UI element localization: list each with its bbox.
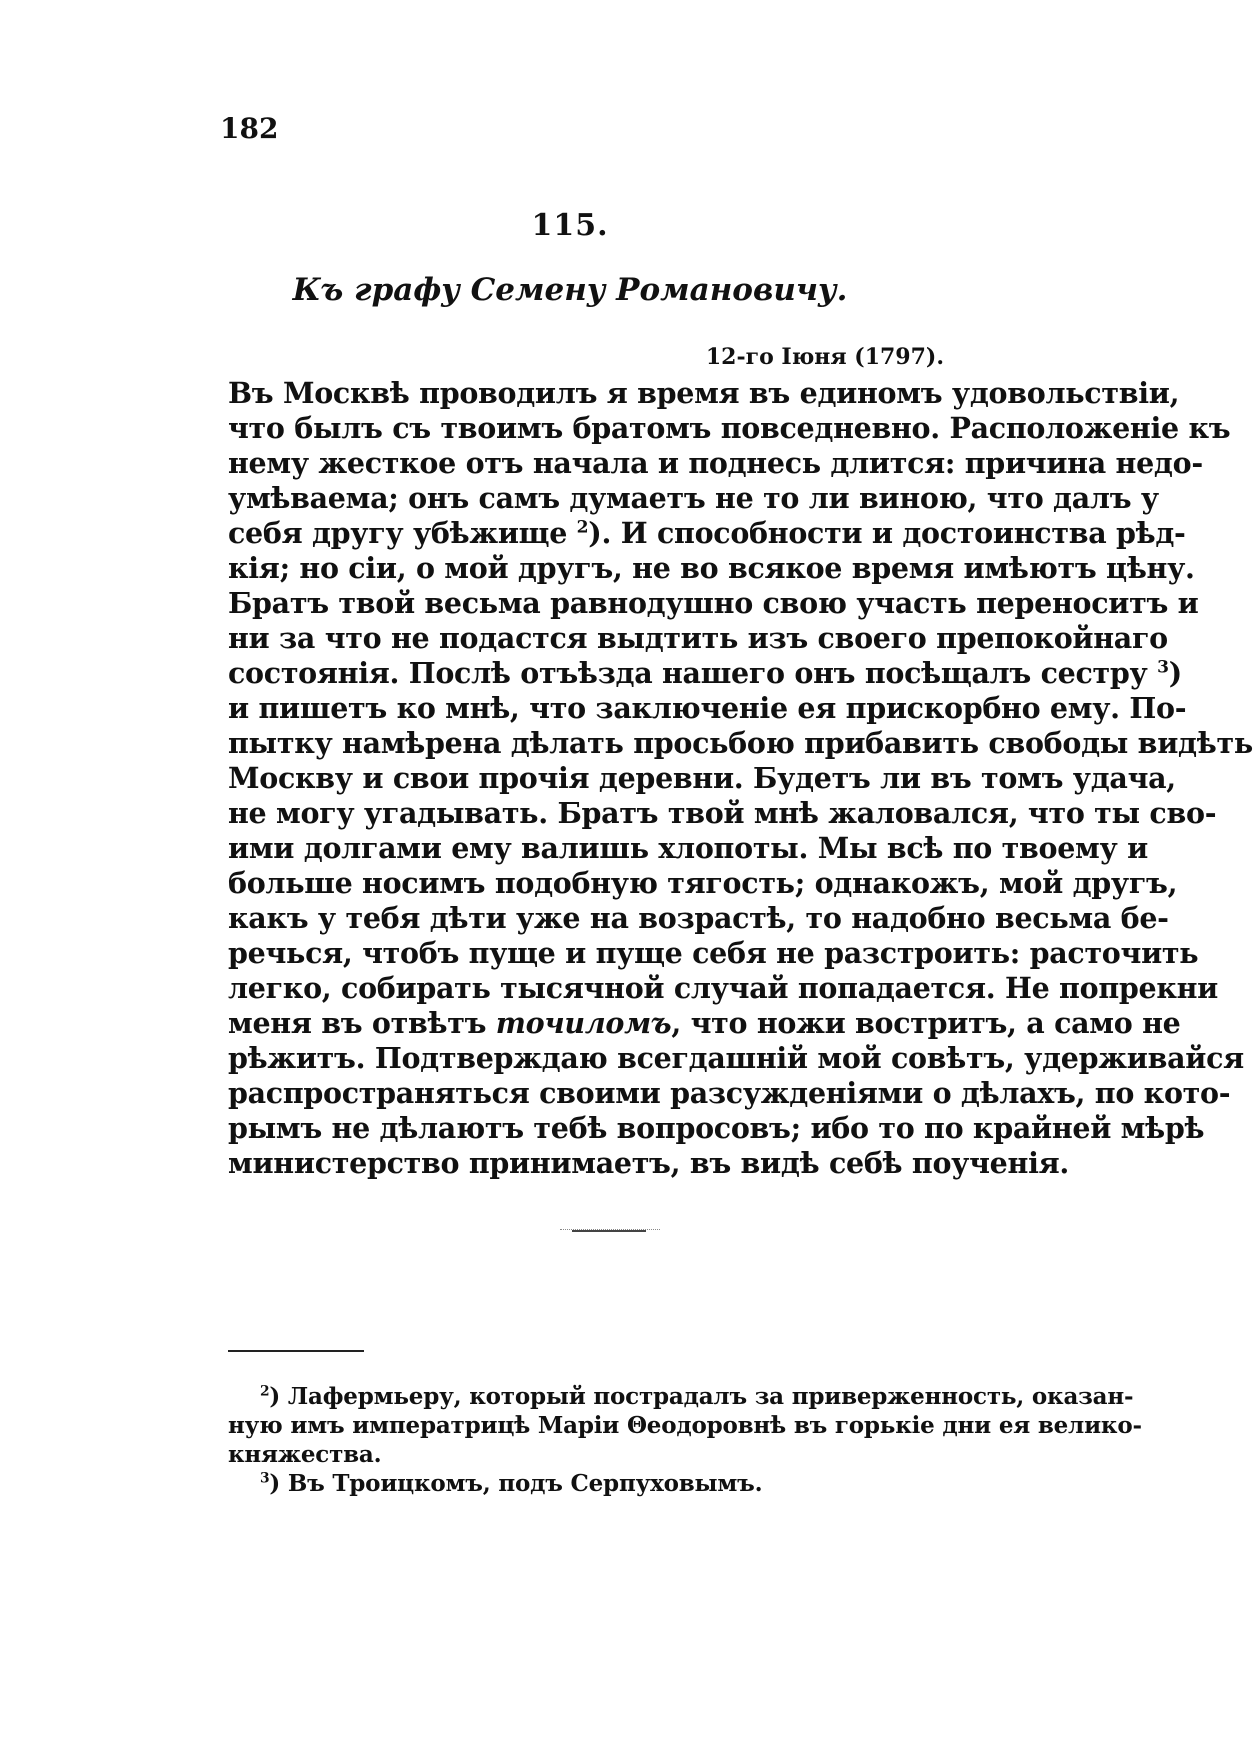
letter-number: 115. (531, 208, 609, 243)
body-line: ими долгами ему валишь хлопоты. Мы всѣ по твоему и (228, 831, 1148, 865)
letter-date: 12-го Іюня (1797). (705, 344, 944, 370)
footnote-line: $^2$) Лафермьеру, который пострадалъ за приверженность, оказан- (260, 1383, 1134, 1410)
body-line: умѣваема; онъ самъ думаетъ не то ли виною, что далъ у (228, 481, 1159, 515)
footnote-reference: 3 (1157, 657, 1169, 678)
section-ornament-line (572, 1230, 646, 1232)
footnote-line: княжества. (228, 1441, 382, 1468)
footnote-line: ную имъ императрицѣ Маріи Θеодоровнѣ въ горькіе дни ея велико- (228, 1412, 1142, 1439)
footnote-mark: 2 (260, 1383, 270, 1400)
body-line: состоянія. Послѣ отъѣзда нашего онъ посѣщалъ сестру $^3$) (228, 656, 1182, 690)
body-line: рымъ не дѣлаютъ тебѣ вопросовъ; ибо то по крайней мѣрѣ (228, 1111, 1205, 1145)
body-line: пытку намѣрена дѣлать просьбою прибавить свободы видѣть (228, 726, 1253, 760)
body-line: речься, чтобъ пуще и пуще себя не разстроить: расточить (228, 936, 1199, 970)
footnote-line: $^3$) Въ Троицкомъ, подъ Серпуховымъ. (260, 1470, 763, 1497)
body-line: не могу угадывать. Братъ твой мнѣ жаловался, что ты сво- (228, 796, 1217, 830)
letter-recipient: Къ графу Семену Романовичу. (292, 272, 848, 308)
body-line: и пишетъ ко мнѣ, что заключеніе ея прискорбно ему. По- (228, 691, 1187, 725)
body-line: рѣжитъ. Подтверждаю всегдашній мой совѣтъ, удерживайся (228, 1041, 1244, 1075)
page-number: 182 (220, 112, 279, 145)
footnote-rule (228, 1350, 364, 1352)
letter-body (228, 376, 1253, 1181)
body-line: министерство принимаетъ, въ видѣ себѣ поученія. (228, 1146, 1069, 1180)
body-line: Братъ твой весьма равнодушно свою участь переноситъ и (228, 586, 1199, 620)
body-line: нему жесткое отъ начала и поднесь длится: причина недо- (228, 446, 1203, 480)
body-line: какъ у тебя дѣти уже на возрастѣ, то надобно весьма бе- (228, 901, 1169, 935)
footnotes (228, 1382, 1142, 1498)
body-line: меня въ отвѣтъ точиломъ, что ножи востритъ, а само не (228, 1006, 1181, 1040)
body-line: ни за что не подастся выдтить изъ своего препокойнаго (228, 621, 1168, 655)
body-line: себя другу убѣжище $^2$). И способности и достоинства рѣд- (228, 516, 1186, 550)
body-line: Въ Москвѣ проводилъ я время въ единомъ удовольствіи, (228, 376, 1180, 410)
body-line: легко, собирать тысячной случай попадается. Не попрекни (228, 971, 1219, 1005)
body-line: что былъ съ твоимъ братомъ повседневно. Расположеніе къ (228, 411, 1231, 445)
body-line: распространяться своими разсужденіями о дѣлахъ, по кото- (228, 1076, 1231, 1110)
emphasized-word: точиломъ (495, 1006, 672, 1040)
footnote-mark: 3 (260, 1470, 270, 1487)
body-line: больше носимъ подобную тягость; однакожъ, мой другъ, (228, 866, 1178, 900)
body-line: Москву и свои прочія деревни. Будетъ ли въ томъ удача, (228, 761, 1176, 795)
footnote-reference: 2 (576, 517, 589, 538)
body-line: кія; но сіи, о мой другъ, не во всякое время имѣютъ цѣну. (228, 551, 1195, 585)
